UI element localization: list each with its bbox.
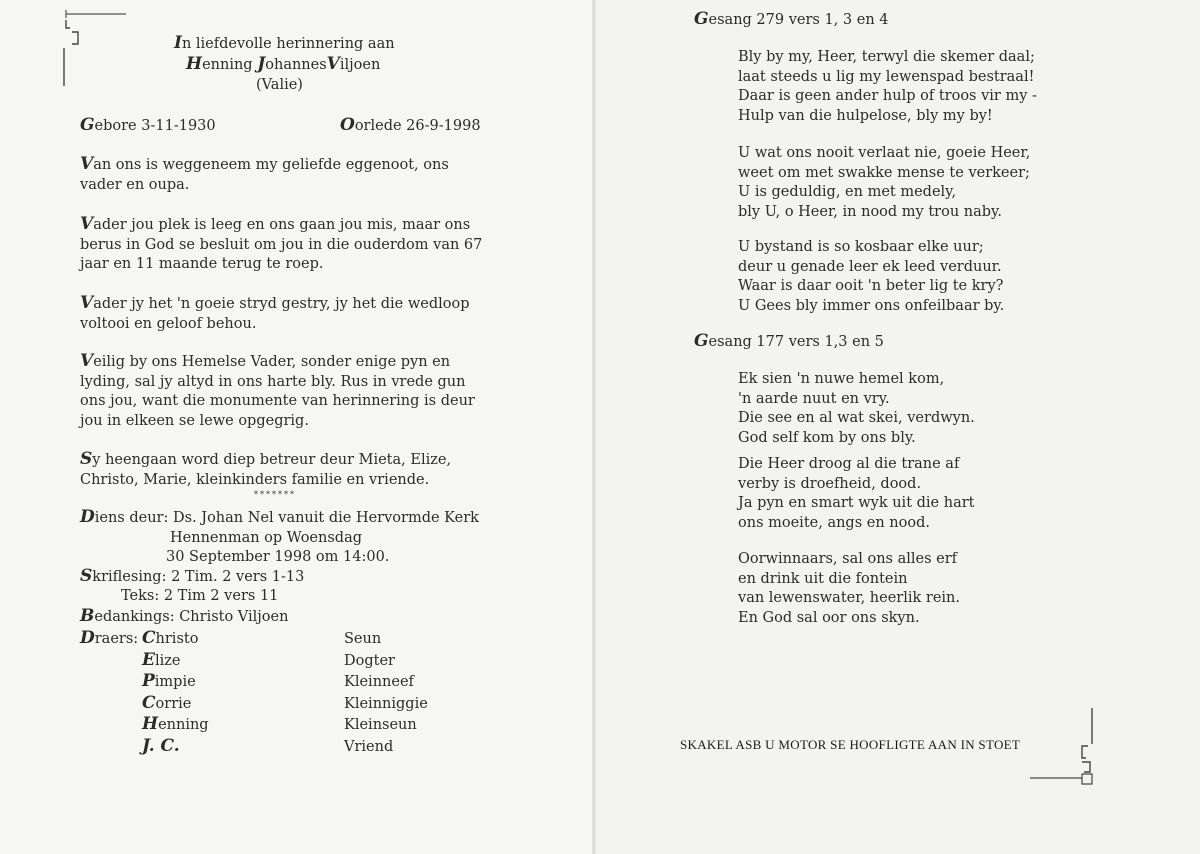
divider-stars: *******	[254, 490, 296, 499]
corner-bracket-mark	[1026, 704, 1100, 796]
tribute-paragraph-5: Sy heengaan word diep betreur deur Mieta, Elize, Christo, Marie, kleinkinders familie en vriende.	[80, 449, 452, 488]
bearer-relation: Kleinseun	[344, 717, 417, 733]
hymn-1-verse-2: U wat ons nooit verlaat nie, goeie Heer, weet om met swakke mense te verkeer; U is geduldig, en met medely, bly U, o Heer, in nood my trou naby.	[738, 145, 1031, 220]
bearer-relation: Kleinneef	[344, 674, 414, 690]
deceased-name: Henning JohannesViljoen	[186, 54, 381, 74]
bearer-name: Christo	[142, 628, 199, 648]
bearer-relation: Kleinniggie	[344, 696, 428, 712]
bearer-relation: Seun	[344, 631, 382, 647]
headlights-notice: SKAKEL ASB U MOTOR SE HOOFLIGTE AAN IN STOET	[680, 737, 1021, 752]
tribute-paragraph-1: Van ons is weggeneem my geliefde eggenoot, ons vader en oupa.	[80, 154, 449, 193]
hymn-2-verse-1: Ek sien 'n nuwe hemel kom, 'n aarde nuut en vry. Die see en al wat skei, verdwyn. God self kom by ons bly.	[738, 371, 975, 446]
scripture-reading: Skriflesing: 2 Tim. 2 vers 1-13	[80, 566, 305, 586]
bearer-name: Elize	[142, 650, 181, 670]
drop-initial: I	[174, 33, 182, 53]
birth-date: Gebore 3-11-1930	[80, 115, 216, 135]
hymn-2-title: Gesang 177 vers 1,3 en 5	[694, 331, 884, 351]
death-date: Oorlede 26-9-1998	[340, 115, 481, 135]
bearer-relation: Vriend	[344, 739, 394, 755]
service-details: Diens deur: Ds. Johan Nel vanuit die Hervormde Kerk Hennenman op Woensdag 30 September 1998 om 14:00.	[80, 507, 479, 565]
hymn-1-title: Gesang 279 vers 1, 3 en 4	[694, 9, 889, 29]
tribute-paragraph-2: Vader jou plek is leeg en ons gaan jou mis, maar ons berus in God se besluit om jou in die ouderdom van 67 jaar en 11 maande terug te roep.	[80, 214, 483, 272]
bearer-name: J. C.	[142, 736, 180, 756]
tribute-paragraph-4: Veilig by ons Hemelse Vader, sonder enige pyn en lyding, sal jy altyd in ons harte bly. Rus in vrede gun ons jou, want die monumente van herinnering is deur jou in elkeen se lewe opgegrig.	[80, 351, 475, 429]
bearer-name: Henning	[142, 714, 209, 734]
bearer-relation: Dogter	[344, 653, 395, 669]
sermon-text: Teks: 2 Tim 2 vers 11	[121, 588, 279, 604]
tribute-paragraph-3: Vader jy het 'n goeie stryd gestry, jy het die wedloop voltooi en geloof behou.	[80, 293, 470, 332]
hymn-2-verse-3: Oorwinnaars, sal ons alles erf en drink uit die fontein van lewenswater, heerlik rein. En God sal oor ons skyn.	[738, 551, 960, 626]
right-page	[596, 0, 1200, 854]
acknowledgements: Bedankings: Christo Viljoen	[80, 606, 289, 626]
nickname: (Valie)	[256, 77, 303, 93]
left-page	[0, 0, 594, 854]
memorial-heading: In liefdevolle herinnering aan	[174, 33, 395, 53]
corner-bracket-mark	[58, 8, 130, 98]
bearers-label: Draers:	[80, 628, 139, 648]
hymn-1-verse-3: U bystand is so kosbaar elke uur; deur u genade leer ek leed verduur. Waar is daar ooit 'n beter lig te kry? U Gees bly immer ons onfeilbaar by.	[738, 239, 1005, 314]
bearer-name: Corrie	[142, 693, 192, 713]
bearer-name: Pimpie	[142, 671, 196, 691]
hymn-1-verse-1: Bly by my, Heer, terwyl die skemer daal; laat steeds u lig my lewenspad bestraal! Daar is geen ander hulp of troos vir my - Hulp van die hulpelose, bly my by!	[738, 49, 1037, 124]
hymn-2-verse-2: Die Heer droog al die trane af verby is droefheid, dood. Ja pyn en smart wyk uit die hart ons moeite, angs en nood.	[738, 456, 975, 531]
